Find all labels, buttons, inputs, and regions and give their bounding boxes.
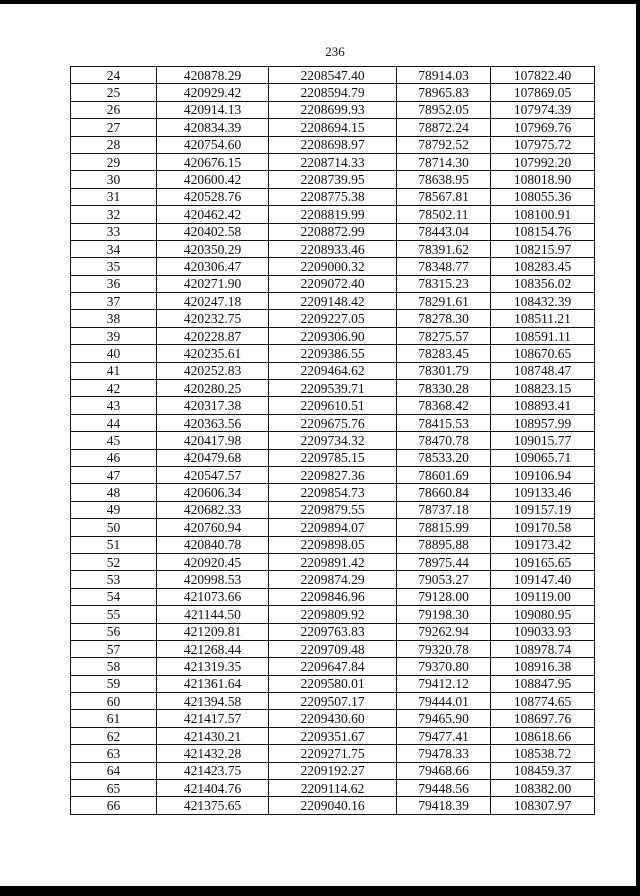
value-c-cell: 79465.90	[397, 710, 491, 727]
value-b-cell: 2209891.42	[269, 553, 397, 570]
value-c-cell: 79370.80	[397, 658, 491, 675]
point-id-cell: 55	[71, 606, 157, 623]
point-id-cell: 44	[71, 414, 157, 431]
value-b-cell: 2209271.75	[269, 745, 397, 762]
value-b-cell: 2209785.15	[269, 449, 397, 466]
value-c-cell: 78914.03	[397, 67, 491, 84]
table-row	[71, 345, 595, 362]
table-row	[71, 693, 595, 710]
value-a-cell: 421432.28	[157, 745, 269, 762]
point-id-cell: 65	[71, 780, 157, 797]
value-b-cell: 2209148.42	[269, 293, 397, 310]
value-d-cell: 109106.94	[491, 466, 595, 483]
value-d-cell: 108307.97	[491, 797, 595, 814]
value-a-cell: 420528.76	[157, 188, 269, 205]
value-d-cell: 108916.38	[491, 658, 595, 675]
table-row	[71, 449, 595, 466]
page-number: 236	[325, 44, 345, 59]
point-id-cell: 63	[71, 745, 157, 762]
coordinate-table-body	[71, 67, 595, 815]
point-id-cell: 36	[71, 275, 157, 292]
table-row	[71, 414, 595, 431]
point-id-cell: 27	[71, 119, 157, 136]
value-c-cell: 79448.56	[397, 780, 491, 797]
table-row	[71, 362, 595, 379]
value-b-cell: 2209879.55	[269, 501, 397, 518]
table-row	[71, 675, 595, 692]
point-id-cell: 34	[71, 240, 157, 257]
table-row	[71, 710, 595, 727]
table-row	[71, 153, 595, 170]
table-row	[71, 380, 595, 397]
value-a-cell: 421319.35	[157, 658, 269, 675]
value-b-cell: 2208698.97	[269, 136, 397, 153]
value-d-cell: 108356.02	[491, 275, 595, 292]
value-a-cell: 420306.47	[157, 258, 269, 275]
scan-edge-top	[0, 0, 640, 4]
value-b-cell: 2209539.71	[269, 380, 397, 397]
table-row	[71, 466, 595, 483]
table-row	[71, 101, 595, 118]
point-id-cell: 59	[71, 675, 157, 692]
value-a-cell: 420878.29	[157, 67, 269, 84]
value-a-cell: 420271.90	[157, 275, 269, 292]
point-id-cell: 48	[71, 484, 157, 501]
table-row	[71, 258, 595, 275]
table-row	[71, 67, 595, 84]
value-d-cell: 109170.58	[491, 519, 595, 536]
value-b-cell: 2209351.67	[269, 727, 397, 744]
value-b-cell: 2209827.36	[269, 466, 397, 483]
table-row	[71, 606, 595, 623]
point-id-cell: 66	[71, 797, 157, 814]
point-id-cell: 64	[71, 762, 157, 779]
point-id-cell: 52	[71, 553, 157, 570]
value-c-cell: 79320.78	[397, 640, 491, 657]
table-row	[71, 188, 595, 205]
value-c-cell: 79478.33	[397, 745, 491, 762]
value-d-cell: 108100.91	[491, 206, 595, 223]
point-id-cell: 32	[71, 206, 157, 223]
value-a-cell: 420280.25	[157, 380, 269, 397]
value-d-cell: 108748.47	[491, 362, 595, 379]
value-c-cell: 78278.30	[397, 310, 491, 327]
value-c-cell: 78895.88	[397, 536, 491, 553]
value-d-cell: 108591.11	[491, 327, 595, 344]
value-c-cell: 79053.27	[397, 571, 491, 588]
point-id-cell: 35	[71, 258, 157, 275]
value-a-cell: 420920.45	[157, 553, 269, 570]
value-d-cell: 109173.42	[491, 536, 595, 553]
value-c-cell: 78502.11	[397, 206, 491, 223]
point-id-cell: 43	[71, 397, 157, 414]
value-a-cell: 420682.33	[157, 501, 269, 518]
table-row	[71, 275, 595, 292]
value-b-cell: 2209610.51	[269, 397, 397, 414]
table-row	[71, 240, 595, 257]
value-b-cell: 2208933.46	[269, 240, 397, 257]
value-b-cell: 2208694.15	[269, 119, 397, 136]
point-id-cell: 47	[71, 466, 157, 483]
point-id-cell: 33	[71, 223, 157, 240]
value-c-cell: 79128.00	[397, 588, 491, 605]
value-a-cell: 421268.44	[157, 640, 269, 657]
value-a-cell: 421144.50	[157, 606, 269, 623]
value-d-cell: 108215.97	[491, 240, 595, 257]
value-d-cell: 107992.20	[491, 153, 595, 170]
value-a-cell: 421073.66	[157, 588, 269, 605]
value-a-cell: 420232.75	[157, 310, 269, 327]
value-b-cell: 2208872.99	[269, 223, 397, 240]
value-c-cell: 78301.79	[397, 362, 491, 379]
table-row	[71, 171, 595, 188]
value-a-cell: 420547.57	[157, 466, 269, 483]
table-row	[71, 623, 595, 640]
value-c-cell: 78348.77	[397, 258, 491, 275]
value-d-cell: 108618.66	[491, 727, 595, 744]
scan-edge-right	[636, 0, 640, 896]
value-a-cell: 420600.42	[157, 171, 269, 188]
value-a-cell: 420479.68	[157, 449, 269, 466]
value-c-cell: 78737.18	[397, 501, 491, 518]
value-d-cell: 108018.90	[491, 171, 595, 188]
value-d-cell: 107975.72	[491, 136, 595, 153]
point-id-cell: 37	[71, 293, 157, 310]
value-c-cell: 79198.30	[397, 606, 491, 623]
value-c-cell: 79262.94	[397, 623, 491, 640]
point-id-cell: 30	[71, 171, 157, 188]
value-c-cell: 78533.20	[397, 449, 491, 466]
value-c-cell: 78872.24	[397, 119, 491, 136]
value-d-cell: 108697.76	[491, 710, 595, 727]
value-a-cell: 420676.15	[157, 153, 269, 170]
value-c-cell: 78952.05	[397, 101, 491, 118]
value-d-cell: 108283.45	[491, 258, 595, 275]
value-c-cell: 79412.12	[397, 675, 491, 692]
point-id-cell: 40	[71, 345, 157, 362]
value-b-cell: 2209854.73	[269, 484, 397, 501]
point-id-cell: 45	[71, 432, 157, 449]
value-a-cell: 420235.61	[157, 345, 269, 362]
table-row	[71, 745, 595, 762]
value-d-cell: 109165.65	[491, 553, 595, 570]
value-d-cell: 108823.15	[491, 380, 595, 397]
value-a-cell: 420417.98	[157, 432, 269, 449]
value-b-cell: 2208594.79	[269, 84, 397, 101]
value-d-cell: 108670.65	[491, 345, 595, 362]
coordinate-table	[70, 66, 595, 815]
point-id-cell: 38	[71, 310, 157, 327]
value-a-cell: 420252.83	[157, 362, 269, 379]
value-d-cell: 108459.37	[491, 762, 595, 779]
value-a-cell: 421375.65	[157, 797, 269, 814]
value-c-cell: 79477.41	[397, 727, 491, 744]
table-row	[71, 206, 595, 223]
value-a-cell: 421209.81	[157, 623, 269, 640]
table-row	[71, 727, 595, 744]
value-a-cell: 420402.58	[157, 223, 269, 240]
value-b-cell: 2209072.40	[269, 275, 397, 292]
value-c-cell: 78443.04	[397, 223, 491, 240]
value-b-cell: 2209306.90	[269, 327, 397, 344]
value-b-cell: 2209580.01	[269, 675, 397, 692]
value-d-cell: 108382.00	[491, 780, 595, 797]
table-row	[71, 293, 595, 310]
point-id-cell: 46	[71, 449, 157, 466]
value-b-cell: 2208739.95	[269, 171, 397, 188]
value-b-cell: 2209898.05	[269, 536, 397, 553]
value-a-cell: 420317.38	[157, 397, 269, 414]
point-id-cell: 29	[71, 153, 157, 170]
value-d-cell: 107969.76	[491, 119, 595, 136]
value-c-cell: 78975.44	[397, 553, 491, 570]
point-id-cell: 49	[71, 501, 157, 518]
value-b-cell: 2209464.62	[269, 362, 397, 379]
value-c-cell: 78815.99	[397, 519, 491, 536]
table-row	[71, 484, 595, 501]
table-row	[71, 762, 595, 779]
table-row	[71, 84, 595, 101]
table-row	[71, 658, 595, 675]
point-id-cell: 61	[71, 710, 157, 727]
table-row	[71, 797, 595, 814]
value-d-cell: 108154.76	[491, 223, 595, 240]
table-row	[71, 588, 595, 605]
value-b-cell: 2209040.16	[269, 797, 397, 814]
value-b-cell: 2209846.96	[269, 588, 397, 605]
value-d-cell: 108957.99	[491, 414, 595, 431]
value-c-cell: 78291.61	[397, 293, 491, 310]
value-c-cell: 78330.28	[397, 380, 491, 397]
value-a-cell: 420929.42	[157, 84, 269, 101]
table-row	[71, 519, 595, 536]
value-b-cell: 2209894.07	[269, 519, 397, 536]
value-d-cell: 108055.36	[491, 188, 595, 205]
value-b-cell: 2209809.92	[269, 606, 397, 623]
table-row	[71, 310, 595, 327]
value-b-cell: 2209227.05	[269, 310, 397, 327]
value-d-cell: 108978.74	[491, 640, 595, 657]
table-row	[71, 780, 595, 797]
value-c-cell: 78283.45	[397, 345, 491, 362]
value-c-cell: 78638.95	[397, 171, 491, 188]
point-id-cell: 41	[71, 362, 157, 379]
point-id-cell: 60	[71, 693, 157, 710]
value-a-cell: 420840.78	[157, 536, 269, 553]
value-b-cell: 2209709.48	[269, 640, 397, 657]
table-row	[71, 571, 595, 588]
table-row	[71, 536, 595, 553]
value-d-cell: 109157.19	[491, 501, 595, 518]
value-c-cell: 78315.23	[397, 275, 491, 292]
value-c-cell: 79444.01	[397, 693, 491, 710]
point-id-cell: 39	[71, 327, 157, 344]
value-c-cell: 79468.66	[397, 762, 491, 779]
point-id-cell: 25	[71, 84, 157, 101]
value-d-cell: 107822.40	[491, 67, 595, 84]
table-row	[71, 640, 595, 657]
value-b-cell: 2209192.27	[269, 762, 397, 779]
value-b-cell: 2209114.62	[269, 780, 397, 797]
point-id-cell: 24	[71, 67, 157, 84]
point-id-cell: 28	[71, 136, 157, 153]
value-c-cell: 78391.62	[397, 240, 491, 257]
value-a-cell: 420350.29	[157, 240, 269, 257]
table-row	[71, 432, 595, 449]
value-c-cell: 78275.57	[397, 327, 491, 344]
table-row	[71, 223, 595, 240]
value-b-cell: 2209386.55	[269, 345, 397, 362]
value-b-cell: 2209430.60	[269, 710, 397, 727]
value-a-cell: 420363.56	[157, 414, 269, 431]
value-b-cell: 2209675.76	[269, 414, 397, 431]
value-d-cell: 109033.93	[491, 623, 595, 640]
value-a-cell: 420462.42	[157, 206, 269, 223]
value-d-cell: 109133.46	[491, 484, 595, 501]
value-c-cell: 78470.78	[397, 432, 491, 449]
value-c-cell: 78601.69	[397, 466, 491, 483]
value-a-cell: 421404.76	[157, 780, 269, 797]
value-d-cell: 109080.95	[491, 606, 595, 623]
value-b-cell: 2209000.32	[269, 258, 397, 275]
value-c-cell: 78965.83	[397, 84, 491, 101]
value-d-cell: 107974.39	[491, 101, 595, 118]
point-id-cell: 54	[71, 588, 157, 605]
scan-edge-bottom	[0, 886, 640, 896]
value-b-cell: 2209647.84	[269, 658, 397, 675]
value-b-cell: 2209874.29	[269, 571, 397, 588]
value-b-cell: 2209763.83	[269, 623, 397, 640]
value-d-cell: 108511.21	[491, 310, 595, 327]
value-d-cell: 108893.41	[491, 397, 595, 414]
point-id-cell: 42	[71, 380, 157, 397]
point-id-cell: 31	[71, 188, 157, 205]
value-a-cell: 420998.53	[157, 571, 269, 588]
value-a-cell: 421430.21	[157, 727, 269, 744]
value-b-cell: 2208714.33	[269, 153, 397, 170]
point-id-cell: 58	[71, 658, 157, 675]
value-c-cell: 79418.39	[397, 797, 491, 814]
value-d-cell: 109065.71	[491, 449, 595, 466]
value-b-cell: 2209734.32	[269, 432, 397, 449]
value-a-cell: 421423.75	[157, 762, 269, 779]
value-c-cell: 78368.42	[397, 397, 491, 414]
value-c-cell: 78660.84	[397, 484, 491, 501]
value-a-cell: 420914.13	[157, 101, 269, 118]
table-row	[71, 397, 595, 414]
table-row	[71, 119, 595, 136]
value-c-cell: 78415.53	[397, 414, 491, 431]
point-id-cell: 26	[71, 101, 157, 118]
value-a-cell: 421394.58	[157, 693, 269, 710]
value-d-cell: 108847.95	[491, 675, 595, 692]
value-a-cell: 421417.57	[157, 710, 269, 727]
value-c-cell: 78792.52	[397, 136, 491, 153]
value-c-cell: 78567.81	[397, 188, 491, 205]
value-c-cell: 78714.30	[397, 153, 491, 170]
value-b-cell: 2208547.40	[269, 67, 397, 84]
value-d-cell: 109147.40	[491, 571, 595, 588]
value-d-cell: 108538.72	[491, 745, 595, 762]
value-b-cell: 2208775.38	[269, 188, 397, 205]
value-b-cell: 2209507.17	[269, 693, 397, 710]
table-row	[71, 501, 595, 518]
table-row	[71, 553, 595, 570]
value-d-cell: 107869.05	[491, 84, 595, 101]
point-id-cell: 62	[71, 727, 157, 744]
value-b-cell: 2208699.93	[269, 101, 397, 118]
point-id-cell: 51	[71, 536, 157, 553]
table-row	[71, 327, 595, 344]
value-d-cell: 109015.77	[491, 432, 595, 449]
value-a-cell: 420247.18	[157, 293, 269, 310]
value-a-cell: 421361.64	[157, 675, 269, 692]
point-id-cell: 57	[71, 640, 157, 657]
value-a-cell: 420228.87	[157, 327, 269, 344]
point-id-cell: 50	[71, 519, 157, 536]
value-a-cell: 420834.39	[157, 119, 269, 136]
value-a-cell: 420754.60	[157, 136, 269, 153]
value-a-cell: 420606.34	[157, 484, 269, 501]
value-d-cell: 109119.00	[491, 588, 595, 605]
value-d-cell: 108432.39	[491, 293, 595, 310]
point-id-cell: 53	[71, 571, 157, 588]
value-b-cell: 2208819.99	[269, 206, 397, 223]
table-row	[71, 136, 595, 153]
point-id-cell: 56	[71, 623, 157, 640]
value-d-cell: 108774.65	[491, 693, 595, 710]
value-a-cell: 420760.94	[157, 519, 269, 536]
